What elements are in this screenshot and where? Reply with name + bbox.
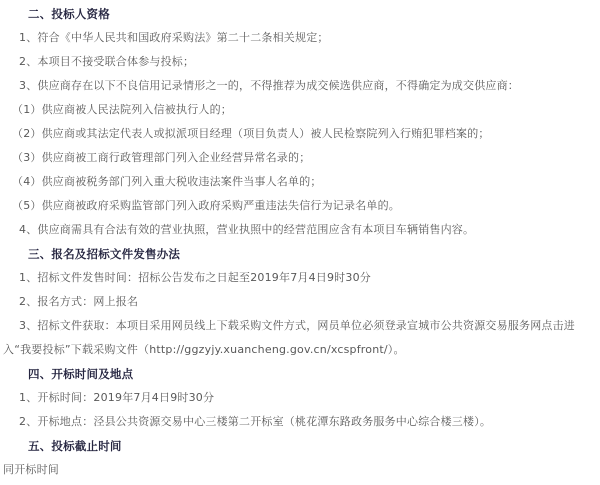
paragraph: （1）供应商被人民法院列入信被执行人的；	[12, 103, 232, 116]
paragraph: 2、本项目不接受联合体参与投标；	[19, 55, 195, 68]
paragraph: 2、报名方式：网上报名	[19, 295, 139, 308]
paragraph: 2、开标地点：泾县公共资源交易中心三楼第二开标室（桃花潭东路政务服务中心综合楼三楼）。	[19, 415, 492, 428]
paragraph: （4）供应商被税务部门列入重大税收违法案件当事人名单的；	[12, 175, 322, 188]
paragraph: 3、供应商存在以下不良信用记录情形之一的，不得推荐为成交候选供应商，不得确定为成交供应商：	[19, 79, 519, 92]
paragraph: 同开标时间	[3, 463, 59, 476]
section-heading-registration-and-document-sale: 三、报名及招标文件发售办法	[28, 247, 181, 261]
paragraph: 1、开标时间：2019年7月4日9时30分	[19, 391, 215, 404]
paragraph: 4、供应商需具有合法有效的营业执照，营业执照中的经营范围应含有本项目车辆销售内容。	[19, 223, 475, 236]
paragraph-with-url: 3、招标文件获取：本项目采用网员线上下载采购文件方式，网员单位必须登录宣城市公共资源交易服务网点击进入“我要投标”下载采购文件（http://ggzyjy.xuancheng.gov.cn/xcspfront/）。	[3, 319, 575, 356]
paragraph: （2）供应商或其法定代表人或拟派项目经理（项目负责人）被人民检察院列入行贿犯罪档案的；	[12, 127, 490, 140]
paragraph: 1、符合《中华人民共和国政府采购法》第二十二条相关规定；	[19, 31, 329, 44]
section-heading-bid-deadline: 五、投标截止时间	[28, 439, 122, 453]
paragraph: 1、招标文件发售时间：招标公告发布之日起至2019年7月4日9时30分	[19, 271, 371, 284]
section-heading-bidder-qualification: 二、投标人资格	[28, 7, 110, 21]
paragraph: （3）供应商被工商行政管理部门列入企业经营异常名录的；	[12, 151, 311, 164]
section-heading-bid-opening-time-and-place: 四、开标时间及地点	[28, 367, 134, 381]
paragraph: （5）供应商被政府采购监管部门列入政府采购严重违法失信行为记录名单的。	[12, 199, 400, 212]
